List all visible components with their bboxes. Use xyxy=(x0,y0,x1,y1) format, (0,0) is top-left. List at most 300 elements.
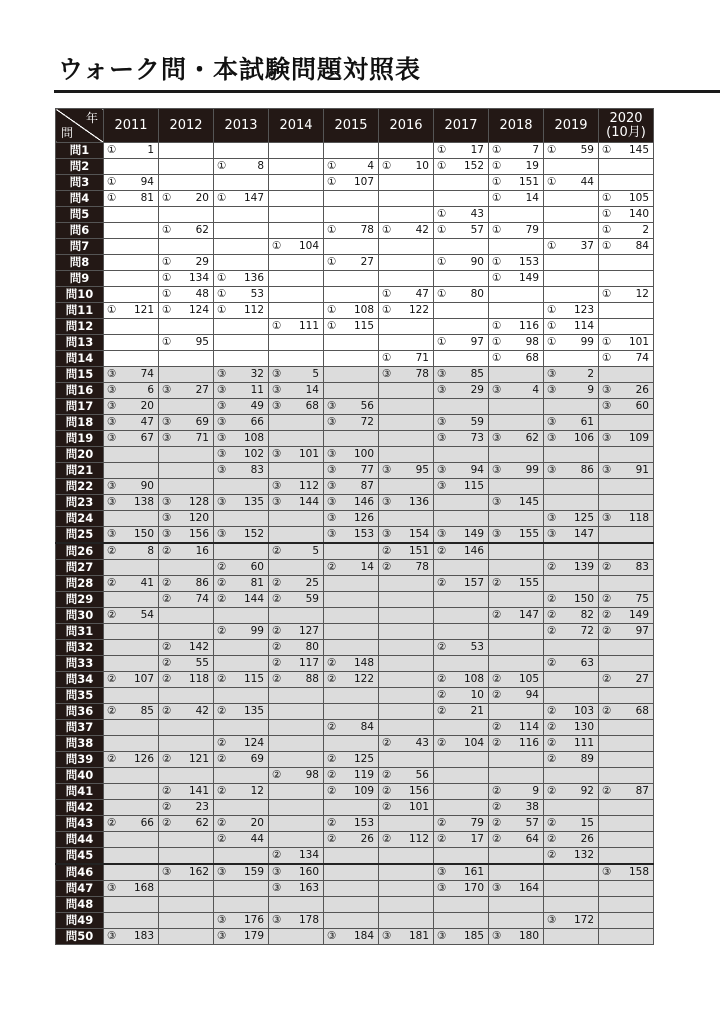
table-cell xyxy=(159,560,214,576)
table-cell xyxy=(214,560,269,576)
book-mark: ② xyxy=(547,609,557,621)
table-cell xyxy=(159,864,214,881)
book-mark: ③ xyxy=(602,866,612,878)
table-cell xyxy=(269,351,324,367)
table-cell xyxy=(214,527,269,544)
book-mark: ② xyxy=(217,577,227,589)
table-cell xyxy=(489,897,544,913)
table-cell xyxy=(269,881,324,897)
book-mark: ② xyxy=(492,609,502,621)
table-cell xyxy=(599,929,654,945)
table-cell xyxy=(434,576,489,592)
page-number: 86 xyxy=(580,464,594,476)
table-cell xyxy=(489,335,544,351)
book-mark: ② xyxy=(217,705,227,717)
table-cell xyxy=(159,495,214,511)
table-cell xyxy=(324,688,379,704)
table-cell xyxy=(104,816,159,832)
table-cell xyxy=(269,720,324,736)
book-mark: ③ xyxy=(217,416,227,428)
page-number: 72 xyxy=(360,416,374,428)
page-number: 9 xyxy=(532,785,539,797)
book-mark: ③ xyxy=(107,432,117,444)
table-cell xyxy=(599,608,654,624)
page-number: 48 xyxy=(195,288,209,300)
book-mark: ② xyxy=(162,641,172,653)
table-cell xyxy=(269,543,324,560)
table-cell xyxy=(324,383,379,399)
question-label: 問19 xyxy=(56,431,104,447)
page-number: 47 xyxy=(140,416,154,428)
table-row xyxy=(56,447,654,463)
table-row xyxy=(56,688,654,704)
page-number: 77 xyxy=(360,464,374,476)
page-number: 16 xyxy=(195,545,209,557)
corner-question-label: 問 xyxy=(61,126,74,140)
book-mark: ② xyxy=(217,625,227,637)
book-mark: ① xyxy=(437,160,447,172)
page-number: 4 xyxy=(532,384,539,396)
table-cell xyxy=(379,159,434,175)
book-mark: ③ xyxy=(217,528,227,540)
book-mark: ① xyxy=(327,224,337,236)
table-cell xyxy=(269,431,324,447)
table-cell xyxy=(544,255,599,271)
table-cell xyxy=(159,319,214,335)
table-cell xyxy=(544,207,599,223)
table-cell xyxy=(104,223,159,239)
table-cell xyxy=(379,688,434,704)
page-number: 112 xyxy=(408,833,429,845)
table-cell xyxy=(489,431,544,447)
book-mark: ① xyxy=(217,160,227,172)
table-row xyxy=(56,543,654,560)
page-number: 57 xyxy=(470,224,484,236)
table-cell xyxy=(434,479,489,495)
table-cell xyxy=(599,367,654,383)
table-cell xyxy=(379,624,434,640)
book-mark: ③ xyxy=(162,512,172,524)
question-label: 問11 xyxy=(56,303,104,319)
table-cell xyxy=(159,929,214,945)
table-cell xyxy=(544,479,599,495)
table-cell xyxy=(269,447,324,463)
book-mark: ① xyxy=(492,256,502,268)
book-mark: ③ xyxy=(492,464,502,476)
table-cell xyxy=(324,271,379,287)
page-number: 150 xyxy=(133,528,154,540)
book-mark: ③ xyxy=(327,480,337,492)
table-cell xyxy=(104,768,159,784)
title-rule xyxy=(54,90,720,93)
table-cell xyxy=(489,239,544,255)
book-mark: ③ xyxy=(327,448,337,460)
page-number: 94 xyxy=(525,689,539,701)
table-cell xyxy=(324,143,379,159)
question-label: 問37 xyxy=(56,720,104,736)
page-number: 144 xyxy=(243,593,264,605)
page-number: 156 xyxy=(408,785,429,797)
book-mark: ② xyxy=(547,657,557,669)
page-number: 68 xyxy=(525,352,539,364)
book-mark: ③ xyxy=(437,480,447,492)
table-cell xyxy=(269,479,324,495)
question-label: 問26 xyxy=(56,543,104,560)
table-cell xyxy=(104,736,159,752)
page-number: 107 xyxy=(133,673,154,685)
table-cell xyxy=(159,287,214,303)
page-number: 112 xyxy=(243,304,264,316)
book-mark: ① xyxy=(602,336,612,348)
table-cell xyxy=(104,191,159,207)
question-label: 問42 xyxy=(56,800,104,816)
table-row xyxy=(56,881,654,897)
page-number: 149 xyxy=(518,272,539,284)
book-mark: ② xyxy=(217,561,227,573)
page-number: 116 xyxy=(518,320,539,332)
table-cell xyxy=(599,640,654,656)
book-mark: ② xyxy=(162,801,172,813)
book-mark: ② xyxy=(437,817,447,829)
page-number: 99 xyxy=(250,625,264,637)
table-cell xyxy=(324,415,379,431)
book-mark: ③ xyxy=(437,866,447,878)
table-cell xyxy=(214,463,269,479)
table-cell xyxy=(159,511,214,527)
page-number: 122 xyxy=(408,304,429,316)
book-mark: ③ xyxy=(217,432,227,444)
book-mark: ① xyxy=(162,288,172,300)
table-cell xyxy=(104,239,159,255)
book-mark: ② xyxy=(547,561,557,573)
table-cell xyxy=(489,848,544,865)
page-number: 56 xyxy=(360,400,374,412)
book-mark: ① xyxy=(107,192,117,204)
question-label: 問43 xyxy=(56,816,104,832)
table-cell xyxy=(379,399,434,415)
book-mark: ② xyxy=(327,753,337,765)
table-cell xyxy=(324,431,379,447)
book-mark: ③ xyxy=(107,368,117,380)
book-mark: ② xyxy=(217,737,227,749)
table-cell xyxy=(544,335,599,351)
page-number: 99 xyxy=(525,464,539,476)
table-cell xyxy=(434,768,489,784)
table-cell xyxy=(214,159,269,175)
table-cell xyxy=(379,495,434,511)
table-cell xyxy=(599,351,654,367)
page-number: 87 xyxy=(360,480,374,492)
page-number: 111 xyxy=(298,320,319,332)
page-number: 112 xyxy=(298,480,319,492)
table-cell xyxy=(434,271,489,287)
book-mark: ③ xyxy=(602,384,612,396)
page-number: 10 xyxy=(415,160,429,172)
page-number: 168 xyxy=(133,882,154,894)
book-mark: ② xyxy=(162,753,172,765)
book-mark: ① xyxy=(437,288,447,300)
page-number: 26 xyxy=(635,384,649,396)
table-cell xyxy=(104,656,159,672)
table-cell xyxy=(544,383,599,399)
book-mark: ③ xyxy=(107,480,117,492)
table-cell xyxy=(379,143,434,159)
book-mark: ② xyxy=(547,721,557,733)
table-row xyxy=(56,608,654,624)
book-mark: ③ xyxy=(547,416,557,428)
table-cell xyxy=(434,351,489,367)
table-cell xyxy=(159,383,214,399)
table-cell xyxy=(214,656,269,672)
book-mark: ② xyxy=(437,737,447,749)
page-number: 32 xyxy=(250,368,264,380)
table-cell xyxy=(104,913,159,929)
table-cell xyxy=(599,319,654,335)
book-mark: ③ xyxy=(327,930,337,942)
book-mark: ② xyxy=(437,577,447,589)
table-cell xyxy=(434,608,489,624)
page-number: 183 xyxy=(133,930,154,942)
table-cell xyxy=(159,223,214,239)
book-mark: ② xyxy=(382,545,392,557)
book-mark: ② xyxy=(492,577,502,589)
book-mark: ② xyxy=(547,753,557,765)
table-cell xyxy=(214,864,269,881)
table-cell xyxy=(324,319,379,335)
book-mark: ③ xyxy=(327,400,337,412)
page-number: 149 xyxy=(628,609,649,621)
corner-cell xyxy=(56,109,104,143)
table-cell xyxy=(544,881,599,897)
page-number: 60 xyxy=(635,400,649,412)
table-cell xyxy=(544,495,599,511)
page-number: 69 xyxy=(250,753,264,765)
page-number: 74 xyxy=(140,368,154,380)
table-cell xyxy=(324,527,379,544)
table-cell xyxy=(599,560,654,576)
page-number: 156 xyxy=(188,528,209,540)
table-cell xyxy=(269,527,324,544)
book-mark: ③ xyxy=(272,368,282,380)
book-mark: ② xyxy=(217,673,227,685)
book-mark: ② xyxy=(327,561,337,573)
table-cell xyxy=(269,800,324,816)
page-number: 149 xyxy=(463,528,484,540)
page-number: 92 xyxy=(580,785,594,797)
table-cell xyxy=(434,431,489,447)
table-cell xyxy=(104,159,159,175)
book-mark: ② xyxy=(272,673,282,685)
table-cell xyxy=(159,207,214,223)
page-number: 37 xyxy=(580,240,594,252)
table-cell xyxy=(269,207,324,223)
table-cell xyxy=(599,832,654,848)
book-mark: ③ xyxy=(437,464,447,476)
book-mark: ① xyxy=(547,240,557,252)
table-cell xyxy=(159,463,214,479)
table-cell xyxy=(159,848,214,865)
table-cell xyxy=(269,191,324,207)
book-mark: ② xyxy=(602,593,612,605)
table-cell xyxy=(214,495,269,511)
table-cell xyxy=(159,447,214,463)
page-number: 26 xyxy=(360,833,374,845)
page-number: 180 xyxy=(518,930,539,942)
table-cell xyxy=(544,303,599,319)
table-row xyxy=(56,560,654,576)
question-label: 問30 xyxy=(56,608,104,624)
table-cell xyxy=(379,303,434,319)
book-mark: ② xyxy=(107,753,117,765)
table-cell xyxy=(544,736,599,752)
table-cell xyxy=(379,720,434,736)
book-mark: ① xyxy=(162,256,172,268)
table-row xyxy=(56,319,654,335)
page-number: 162 xyxy=(188,866,209,878)
table-cell xyxy=(489,704,544,720)
page-number: 42 xyxy=(415,224,429,236)
page-number: 88 xyxy=(305,673,319,685)
page-number: 145 xyxy=(518,496,539,508)
question-label: 問21 xyxy=(56,463,104,479)
page-number: 38 xyxy=(525,801,539,813)
table-cell xyxy=(214,255,269,271)
table-cell xyxy=(324,335,379,351)
table-row xyxy=(56,271,654,287)
table-cell xyxy=(434,832,489,848)
table-cell xyxy=(544,367,599,383)
table-cell xyxy=(434,255,489,271)
table-cell xyxy=(104,543,159,560)
table-cell xyxy=(214,399,269,415)
table-cell xyxy=(214,768,269,784)
table-cell xyxy=(159,720,214,736)
book-mark: ② xyxy=(547,833,557,845)
table-cell xyxy=(599,175,654,191)
table-row xyxy=(56,511,654,527)
table-cell xyxy=(434,239,489,255)
question-label: 問17 xyxy=(56,399,104,415)
table-cell xyxy=(269,608,324,624)
page-number: 74 xyxy=(635,352,649,364)
table-cell xyxy=(269,495,324,511)
page-number: 54 xyxy=(140,609,154,621)
table-cell xyxy=(324,399,379,415)
table-cell xyxy=(104,608,159,624)
page-number: 119 xyxy=(353,769,374,781)
page-number: 101 xyxy=(408,801,429,813)
page-number: 109 xyxy=(628,432,649,444)
table-cell xyxy=(599,239,654,255)
table-cell xyxy=(104,367,159,383)
table-cell xyxy=(434,816,489,832)
table-cell xyxy=(104,463,159,479)
book-mark: ① xyxy=(437,336,447,348)
table-cell xyxy=(599,495,654,511)
table-cell xyxy=(269,319,324,335)
table-cell xyxy=(489,929,544,945)
question-label: 問39 xyxy=(56,752,104,768)
page-number: 100 xyxy=(353,448,374,460)
table-cell xyxy=(159,255,214,271)
table-row xyxy=(56,832,654,848)
table-cell xyxy=(544,511,599,527)
page-number: 12 xyxy=(250,785,264,797)
page-number: 105 xyxy=(518,673,539,685)
book-mark: ③ xyxy=(437,432,447,444)
table-row xyxy=(56,239,654,255)
book-mark: ① xyxy=(382,288,392,300)
table-cell xyxy=(104,929,159,945)
page-number: 132 xyxy=(573,849,594,861)
page-number: 153 xyxy=(353,817,374,829)
page-number: 14 xyxy=(525,192,539,204)
table-cell xyxy=(159,399,214,415)
table-cell xyxy=(379,704,434,720)
table-cell xyxy=(599,752,654,768)
book-mark: ③ xyxy=(382,528,392,540)
page-number: 57 xyxy=(525,817,539,829)
page-number: 74 xyxy=(195,593,209,605)
table-cell xyxy=(104,415,159,431)
table-cell xyxy=(324,351,379,367)
page-title: ウォーク問・本試験問題対照表 xyxy=(58,55,422,84)
table-cell xyxy=(544,143,599,159)
table-cell xyxy=(544,175,599,191)
page-number: 41 xyxy=(140,577,154,589)
book-mark: ① xyxy=(602,224,612,236)
question-label: 問14 xyxy=(56,351,104,367)
table-cell xyxy=(544,913,599,929)
book-mark: ① xyxy=(492,160,502,172)
table-cell xyxy=(434,287,489,303)
table-cell xyxy=(324,207,379,223)
page-number: 164 xyxy=(518,882,539,894)
table-cell xyxy=(434,881,489,897)
table-cell xyxy=(434,143,489,159)
table-cell xyxy=(104,704,159,720)
table-cell xyxy=(599,399,654,415)
table-cell xyxy=(434,929,489,945)
book-mark: ③ xyxy=(217,464,227,476)
page-number: 163 xyxy=(298,882,319,894)
table-cell xyxy=(324,656,379,672)
table-cell xyxy=(104,143,159,159)
table-cell xyxy=(269,255,324,271)
question-label: 問45 xyxy=(56,848,104,865)
table-cell xyxy=(434,495,489,511)
book-mark: ③ xyxy=(217,384,227,396)
table-cell xyxy=(434,511,489,527)
table-row xyxy=(56,303,654,319)
table-cell xyxy=(324,864,379,881)
table-cell xyxy=(214,816,269,832)
table-cell xyxy=(379,752,434,768)
table-cell xyxy=(214,720,269,736)
table-row xyxy=(56,463,654,479)
page-number: 146 xyxy=(353,496,374,508)
table-cell xyxy=(324,223,379,239)
table-cell xyxy=(159,335,214,351)
page-number: 29 xyxy=(195,256,209,268)
table-cell xyxy=(599,479,654,495)
table-cell xyxy=(269,511,324,527)
book-mark: ② xyxy=(162,545,172,557)
book-mark: ② xyxy=(492,801,502,813)
table-cell xyxy=(214,800,269,816)
page-number: 12 xyxy=(635,288,649,300)
table-cell xyxy=(104,592,159,608)
